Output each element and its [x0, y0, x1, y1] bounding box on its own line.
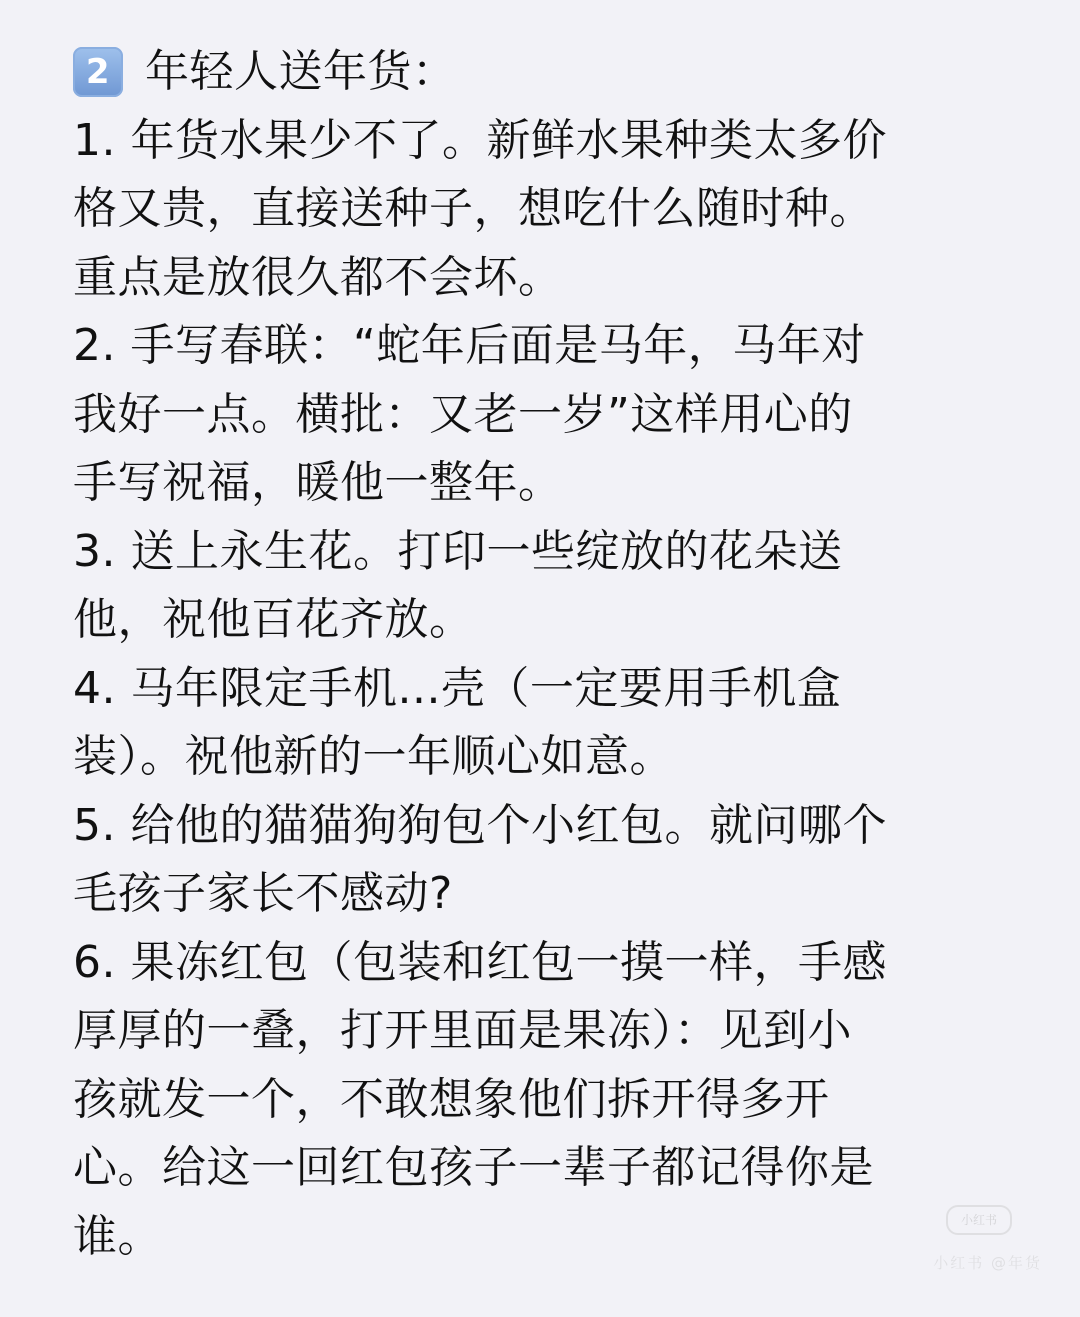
note-line: 4. 马年限定手机...壳（一定要用手机盒	[73, 662, 842, 714]
note-line: 他，祝他百花齐放。	[73, 594, 474, 645]
note-line: 孩就发一个，不敢想象他们拆开得多开	[73, 1073, 830, 1125]
note-line: 毛孩子家长不感动?	[73, 868, 453, 919]
note-line: 5. 给他的猫猫狗狗包个小红包。就问哪个	[73, 799, 887, 851]
note-line: 格又贵，直接送种子，想吃什么随时种。	[73, 183, 874, 234]
note-line: 重点是放很久都不会坏。	[73, 251, 563, 303]
watermark-text: 小红书 @年货	[933, 1254, 1042, 1272]
watermark	[852, 1205, 1042, 1275]
note-line: 心。给这一回红包孩子一辈子都记得你是	[73, 1142, 874, 1193]
keycap-number-2-icon: 2	[73, 47, 123, 97]
note-line: 厚厚的一叠，打开里面是果冻）：见到小	[73, 1005, 852, 1056]
note-heading	[73, 38, 1003, 107]
note-line: 3. 送上永生花。打印一些绽放的花朵送	[73, 525, 843, 577]
note-line: 2. 手写春联：“蛇年后面是马年，马年对	[73, 320, 866, 371]
note-line: 我好一点。横批：又老一岁”这样用心的	[73, 388, 853, 440]
note-line: 谁。	[73, 1210, 162, 1262]
note-line: 装）。祝他新的一年顺心如意。	[73, 731, 674, 782]
note-line: 6. 果冻红包（包装和红包一摸一样，手感	[73, 936, 887, 988]
note-line: 1. 年货水果少不了。新鲜水果种类太多价	[73, 114, 887, 166]
note-content	[73, 38, 1003, 1271]
heading-text: 年轻人送年货：	[145, 46, 457, 97]
watermark-logo: 小红书	[946, 1205, 1012, 1235]
note-line: 手写祝福，暖他一整年。	[73, 457, 563, 508]
